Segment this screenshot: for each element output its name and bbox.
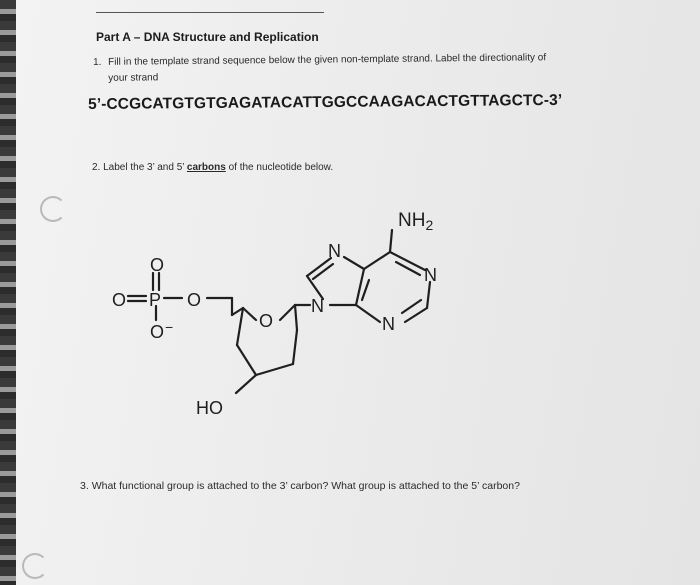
amine-group: $NH_2$ [398,210,434,233]
question-2-text-before: Label the 3’ and 5’ [103,162,185,173]
pyrimidine-nitrogen-bottom: N [382,314,395,334]
question-2-underlined-word: carbons [186,162,226,173]
question-3-number: 3. [80,480,89,492]
phosphate-p: P [149,290,162,310]
dna-sequence: 5’-CCGCATGTGTGAGATACATTGGCCAAGACACTGTTAGCTC-3’ [88,91,563,113]
question-1-line-1: Fill in the template strand sequence below the given non-template strand. Label the directionality of [108,52,547,68]
question-3-text: What functional group is attached to the 3’ carbon? What group is attached to the 5’ carbon? [91,480,520,492]
question-1-number: 1. [93,56,102,68]
glycosidic-nitrogen: N [311,296,324,316]
hydroxyl-group: HO [196,398,223,418]
imidazole-nitrogen: N [328,241,341,261]
question-1-line-2: your strand [108,72,159,84]
question-2-number: 2. [92,162,101,173]
sugar-ring-oxygen: O [259,311,274,331]
question-3 [80,480,520,492]
phosphate-o-left: O [112,290,127,310]
phosphate-charge: − [165,319,174,335]
phosphate-o-bottom: O [150,322,165,342]
phosphate-o-ester: O [187,290,202,310]
pyrimidine-nitrogen-right: N [424,265,437,285]
part-title: Part A – DNA Structure and Replication [96,30,319,44]
question-2-text-after: of the nucleotide below. [228,162,334,173]
phosphate-o-top: O [150,255,165,275]
